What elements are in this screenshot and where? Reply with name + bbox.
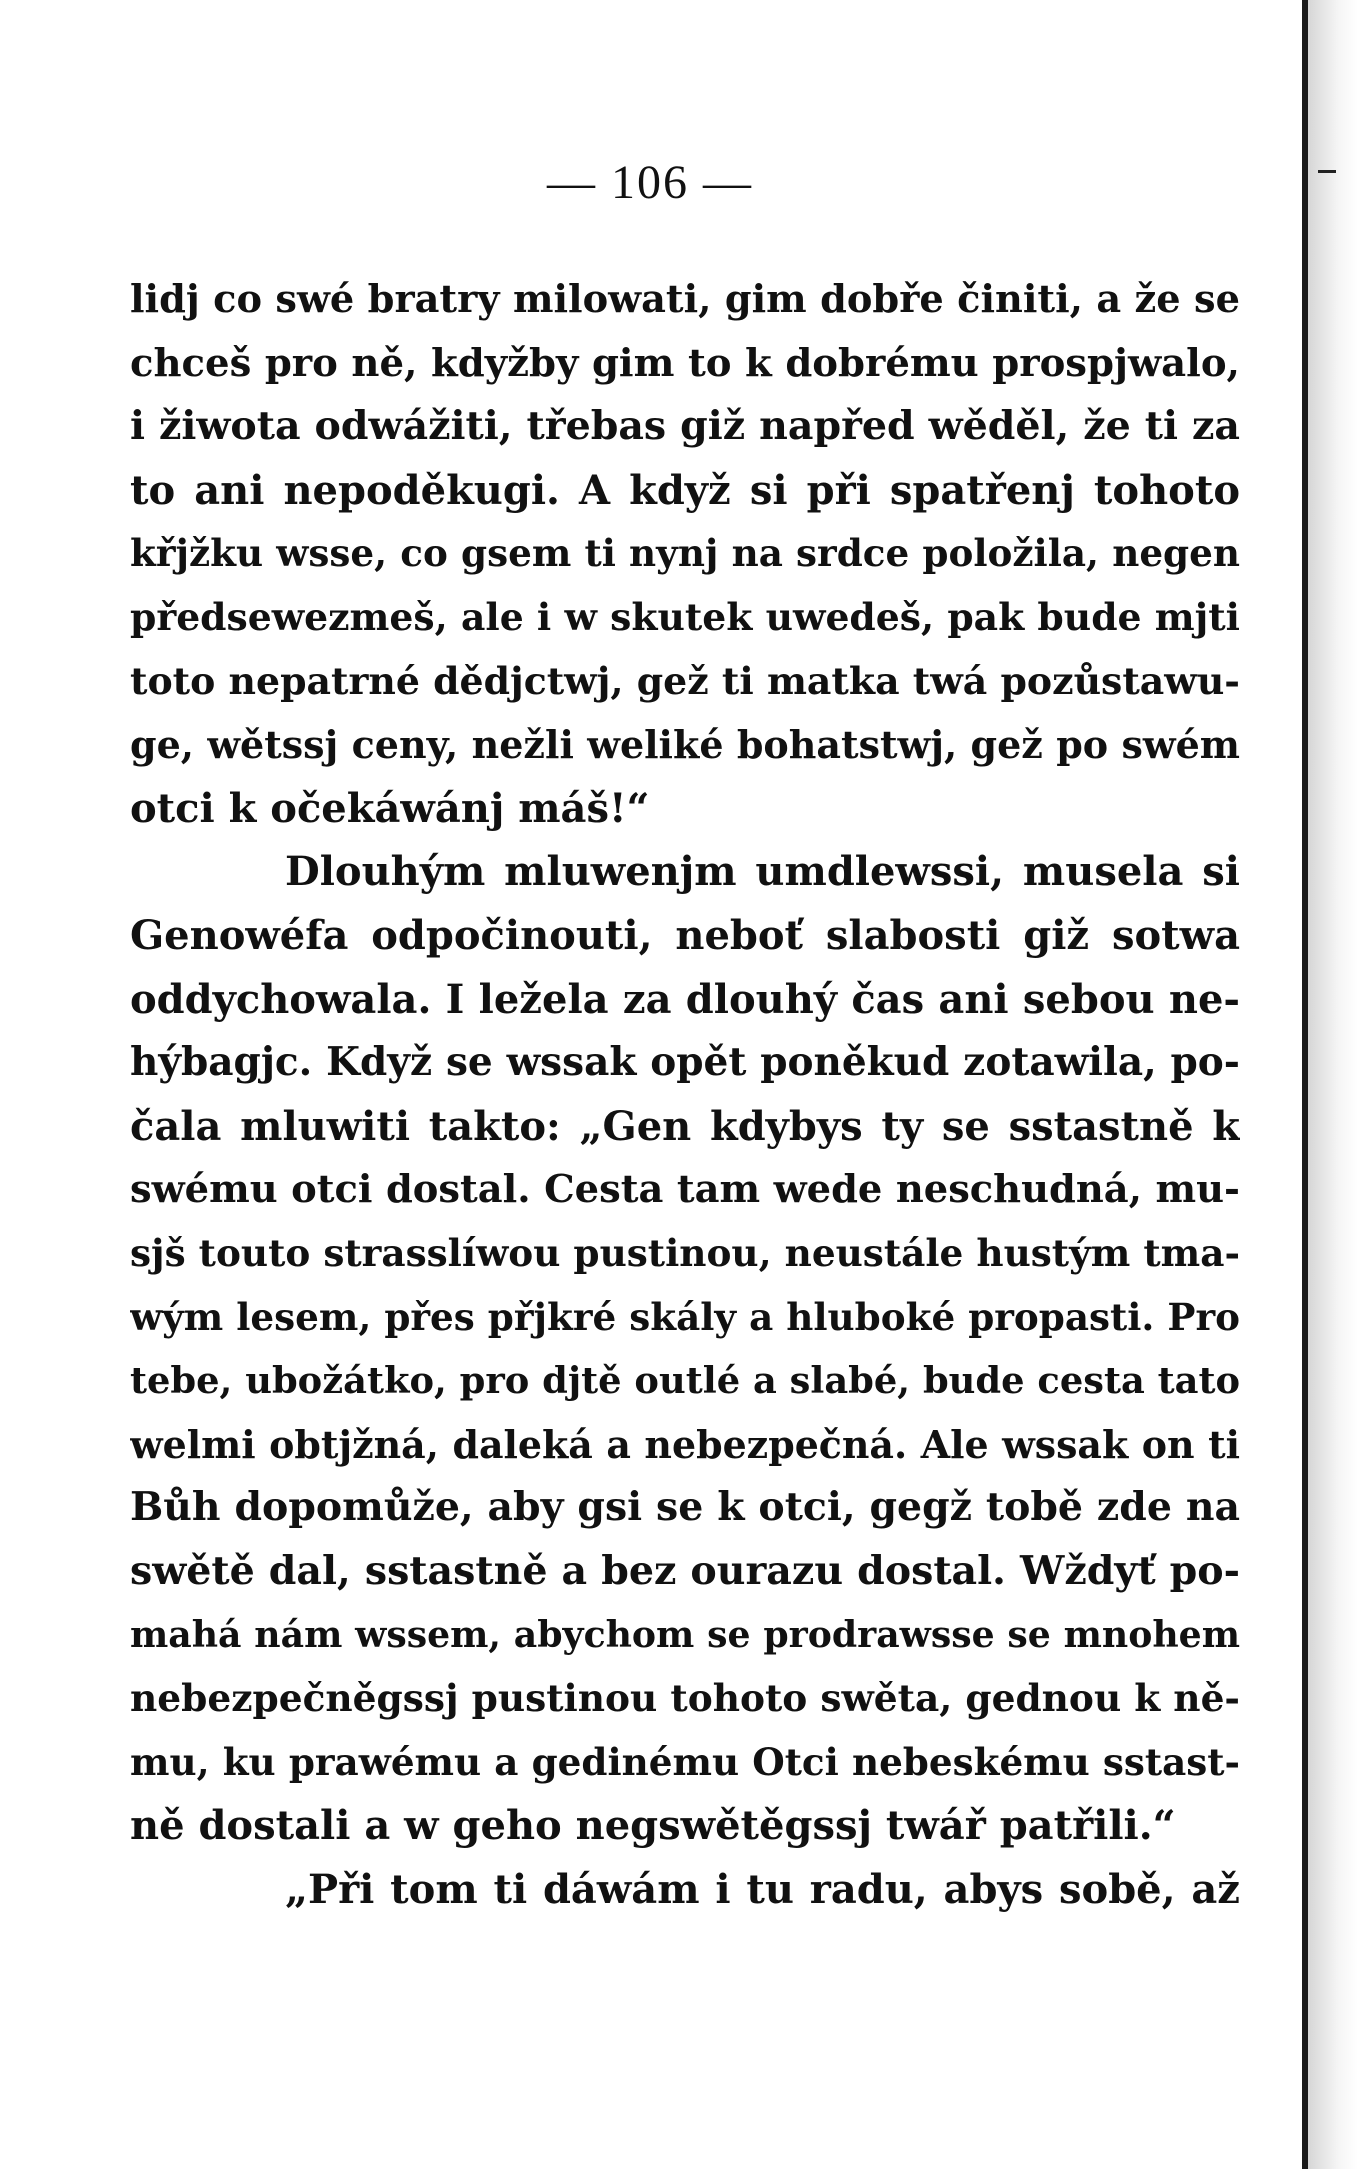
- text-line: ge, wětssj ceny, nežli weliké bohatstwj, gež po swém: [130, 722, 1240, 768]
- text-line: wým lesem, přes přjkré skály a hluboké propasti. Pro: [130, 1294, 1240, 1339]
- text-line: swému otci dostal. Cesta tam wede neschudná, mu-: [130, 1167, 1240, 1213]
- page-edge-line: [1302, 0, 1308, 2169]
- text-line: čala mluwiti takto: „Gen kdybys ty se sstastně k: [130, 1102, 1240, 1150]
- text-line: „Při tom ti dáwám i tu radu, abys sobě, až: [285, 1865, 1240, 1913]
- page-number: — 106 —: [547, 156, 753, 209]
- text-line: i žiwota odwážiti, třebas giž napřed wěděl, že ti za: [130, 403, 1240, 450]
- text-line: toto nepatrné dědjctwj, gež ti matka twá pozůstawu-: [130, 658, 1240, 703]
- text-line: to ani nepoděkugi. A když si při spatřenj tohoto: [130, 466, 1240, 514]
- text-line: lidj co swé bratry milowati, gim dobře činiti, a že se: [130, 277, 1240, 322]
- text-line: ně dostali a w geho negswětěgssj twář patřili.“: [130, 1802, 1176, 1850]
- text-line: Bůh dopomůže, aby gsi se k otci, gegž tobě zde na: [130, 1484, 1240, 1531]
- body-text: [130, 268, 1240, 1921]
- binding-shadow: [1308, 0, 1358, 2169]
- text-line: hýbagjc. Když se wssak opět poněkud zotawila, po-: [130, 1039, 1240, 1086]
- text-line: nebezpečněgssj pustinou tohoto swěta, gednou k ně-: [130, 1676, 1240, 1721]
- text-line: chceš pro ně, kdyžby gim to k dobrému prospjwalo,: [130, 340, 1240, 386]
- text-line: Genowéfa odpočinouti, neboť slabosti giž sotwa: [130, 911, 1240, 959]
- text-line: sjš touto strasslíwou pustinou, neustále hustým tma-: [130, 1230, 1240, 1275]
- text-line: křjžku wsse, co gsem ti nynj na srdce položila, negen: [130, 531, 1240, 576]
- text-line: předsewezmeš, ale i w skutek uwedeš, pak bude mjti: [130, 594, 1240, 639]
- text-line: otci k očekáwánj máš!“: [130, 784, 650, 832]
- text-line: mu, ku prawému a gedinému Otci nebeskému sstast-: [130, 1739, 1240, 1784]
- text-line: oddychowala. I ležela za dlouhý čas ani sebou ne-: [130, 975, 1240, 1023]
- text-line: swětě dal, sstastně a bez ourazu dostal. Wždyť po-: [130, 1547, 1240, 1594]
- edge-mark: [1318, 170, 1336, 173]
- text-line: welmi obtjžná, daleká a nebezpečná. Ale wssak on ti: [130, 1421, 1240, 1467]
- text-line: mahá nám wssem, abychom se prodrawsse se mnohem: [130, 1613, 1240, 1657]
- text-line: tebe, ubožátko, pro djtě outlé a slabé, bude cesta tato: [130, 1358, 1240, 1403]
- text-line: Dlouhým mluwenjm umdlewssi, musela si: [285, 848, 1240, 896]
